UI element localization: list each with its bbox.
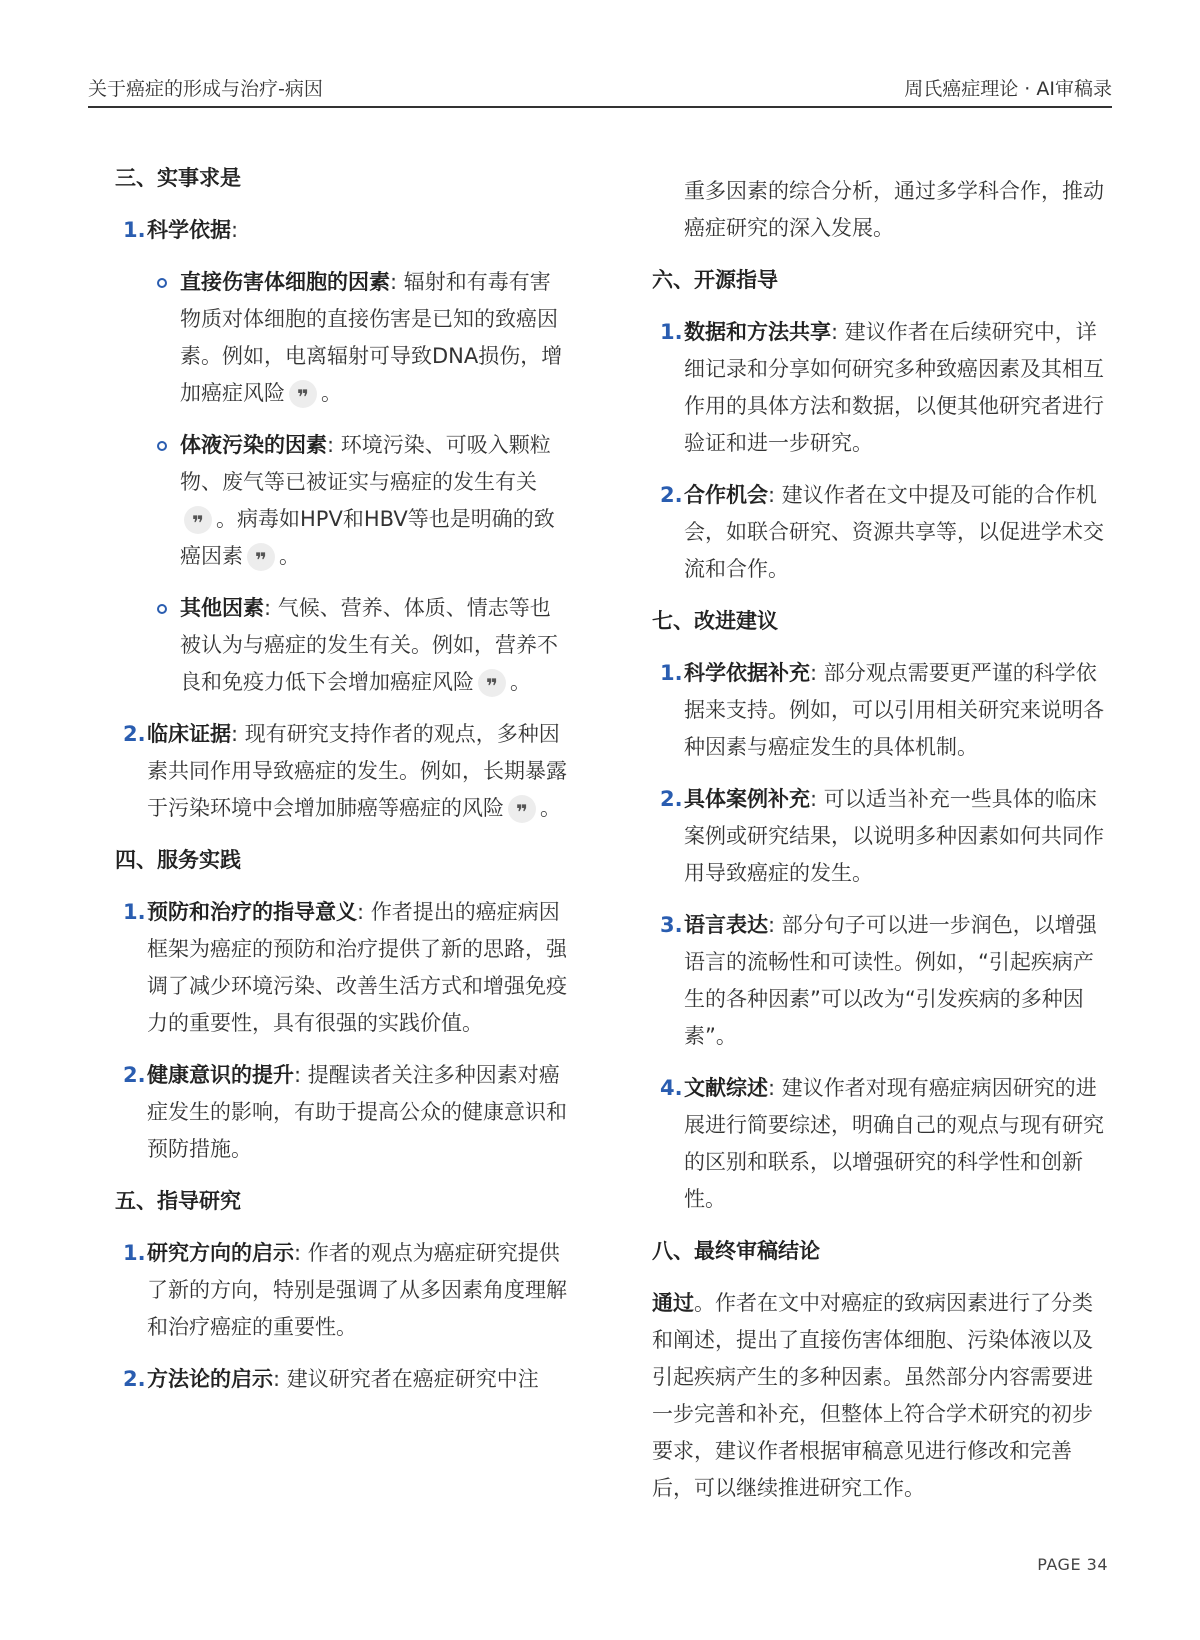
item-term: 合作机会 — [684, 483, 768, 507]
item-end: 。 — [540, 796, 561, 820]
right-column — [652, 173, 1107, 1522]
bullet-item — [115, 590, 570, 701]
list-item — [652, 907, 1107, 1055]
item-term: 语言表达 — [684, 913, 768, 937]
bullet-circle-icon — [157, 604, 167, 614]
section-5-title: 五、指导研究 — [115, 1189, 241, 1213]
item-end: 。 — [510, 670, 531, 694]
list-item — [652, 1070, 1107, 1218]
page-header — [88, 64, 1112, 108]
list-item-continued — [652, 173, 1107, 247]
list-number: 2. — [123, 1063, 146, 1087]
section-4-title: 四、服务实践 — [115, 848, 241, 872]
item-end: 。 — [321, 381, 342, 405]
section-7-title: 七、改进建议 — [652, 609, 778, 633]
item-text: : 部分观点需要更严谨的科学依据来支持。例如，可以引用相关研究来说明各种因素与癌症发生的具体机制。 — [684, 661, 1104, 759]
item-term: 临床证据 — [147, 722, 231, 746]
item-term: 研究方向的启示 — [147, 1241, 294, 1265]
item-text: : 部分句子可以进一步润色，以增强语言的流畅性和可读性。例如，“引起疾病产生的各种因素”可以改为“引发疾病的多种因素”。 — [684, 913, 1097, 1048]
citation-quote-icon[interactable]: ❞ — [247, 543, 275, 571]
section-8-title: 八、最终审稿结论 — [652, 1239, 820, 1263]
item-text: 重多因素的综合分析，通过多学科合作，推动癌症研究的深入发展。 — [684, 179, 1104, 240]
item-text: : 气候、营养、体质、情志等也被认为与癌症的发生有关。例如，营养不良和免疫力低下会增加癌症风险 — [180, 596, 558, 694]
citation-quote-icon[interactable]: ❞ — [508, 795, 536, 823]
item-term: 科学依据 — [147, 218, 231, 242]
bullet-item — [115, 264, 570, 412]
conclusion-text: 。作者在文中对癌症的致病因素进行了分类和阐述，提出了直接伤害体细胞、污染体液以及引起疾病产生的多种因素。虽然部分内容需要进一步完善和补充，但整体上符合学术研究的初步要求，建议作者根据审稿意见进行修改和完善后，可以继续推进研究工作。 — [652, 1291, 1093, 1500]
list-item — [652, 655, 1107, 766]
list-item — [652, 781, 1107, 892]
list-number: 4. — [660, 1076, 683, 1100]
item-term: 方法论的启示 — [147, 1367, 273, 1391]
item-text: : 建议作者在文中提及可能的合作机会，如联合研究、资源共享等，以促进学术交流和合作。 — [684, 483, 1104, 581]
citation-quote-icon[interactable]: ❞ — [478, 669, 506, 697]
header-series: 周氏癌症理论 · AI审稿录 — [904, 78, 1112, 100]
conclusion-paragraph — [652, 1285, 1107, 1507]
item-sep: : — [231, 218, 239, 242]
list-number: 2. — [660, 787, 683, 811]
list-number: 1. — [123, 900, 146, 924]
conclusion-verdict: 通过 — [652, 1291, 694, 1315]
bullet-circle-icon — [157, 441, 167, 451]
list-item — [652, 477, 1107, 588]
section-6-title: 六、开源指导 — [652, 268, 778, 292]
item-text: 。病毒如HPV和HBV等也是明确的致癌因素 — [180, 507, 555, 568]
list-number: 2. — [660, 483, 683, 507]
item-term: 数据和方法共享 — [684, 320, 831, 344]
list-item — [115, 1361, 570, 1398]
list-number: 2. — [123, 722, 146, 746]
bullet-circle-icon — [157, 278, 167, 288]
bullet-item — [115, 427, 570, 575]
item-text: : 现有研究支持作者的观点，多种因素共同作用导致癌症的发生。例如，长期暴露于污染环境中会增加肺癌等癌症的风险 — [147, 722, 567, 820]
header-title: 关于癌症的形成与治疗-病因 — [88, 78, 323, 100]
item-term: 直接伤害体细胞的因素 — [180, 270, 390, 294]
item-term: 文献综述 — [684, 1076, 768, 1100]
list-item — [115, 1235, 570, 1346]
list-number: 3. — [660, 913, 683, 937]
item-text: : 作者提出的癌症病因框架为癌症的预防和治疗提供了新的思路，强调了减少环境污染、改善生活方式和增强免疫力的重要性，具有很强的实践价值。 — [147, 900, 567, 1035]
list-number: 1. — [660, 661, 683, 685]
item-text: : 建议作者对现有癌症病因研究的进展进行简要综述，明确自己的观点与现有研究的区别和联系，以增强研究的科学性和创新性。 — [684, 1076, 1104, 1211]
item-term: 预防和治疗的指导意义 — [147, 900, 357, 924]
item-text: : 辐射和有毒有害物质对体细胞的直接伤害是已知的致癌因素。例如，电离辐射可导致DNA损伤，增加癌症风险 — [180, 270, 563, 405]
citation-quote-icon[interactable]: ❞ — [289, 380, 317, 408]
list-item — [115, 894, 570, 1042]
page-number: PAGE 34 — [1037, 1555, 1108, 1574]
list-number: 1. — [660, 320, 683, 344]
item-term: 科学依据补充 — [684, 661, 810, 685]
item-end: 。 — [279, 544, 300, 568]
item-term: 体液污染的因素 — [180, 433, 327, 457]
item-term: 具体案例补充 — [684, 787, 810, 811]
item-term: 健康意识的提升 — [147, 1063, 294, 1087]
list-number: 1. — [123, 1241, 146, 1265]
item-term: 其他因素 — [180, 596, 264, 620]
item-text: : 提醒读者关注多种因素对癌症发生的影响，有助于提高公众的健康意识和预防措施。 — [147, 1063, 567, 1161]
list-item — [115, 1057, 570, 1168]
item-text: : 建议作者在后续研究中，详细记录和分享如何研究多种致癌因素及其相互作用的具体方法和数据，以便其他研究者进行验证和进一步研究。 — [684, 320, 1104, 455]
citation-quote-icon[interactable]: ❞ — [184, 506, 212, 534]
list-item — [115, 212, 570, 249]
list-number: 2. — [123, 1367, 146, 1391]
item-text: : 建议研究者在癌症研究中注 — [273, 1367, 539, 1391]
item-text: : 环境污染、可吸入颗粒物、废气等已被证实与癌症的发生有关 — [180, 433, 551, 494]
left-column — [115, 160, 570, 1413]
list-item — [652, 314, 1107, 462]
list-number: 1. — [123, 218, 146, 242]
item-text: : 可以适当补充一些具体的临床案例或研究结果，以说明多种因素如何共同作用导致癌症的发生。 — [684, 787, 1104, 885]
item-text: : 作者的观点为癌症研究提供了新的方向，特别是强调了从多因素角度理解和治疗癌症的重要性。 — [147, 1241, 567, 1339]
list-item — [115, 716, 570, 827]
section-3-title: 三、实事求是 — [115, 166, 241, 190]
